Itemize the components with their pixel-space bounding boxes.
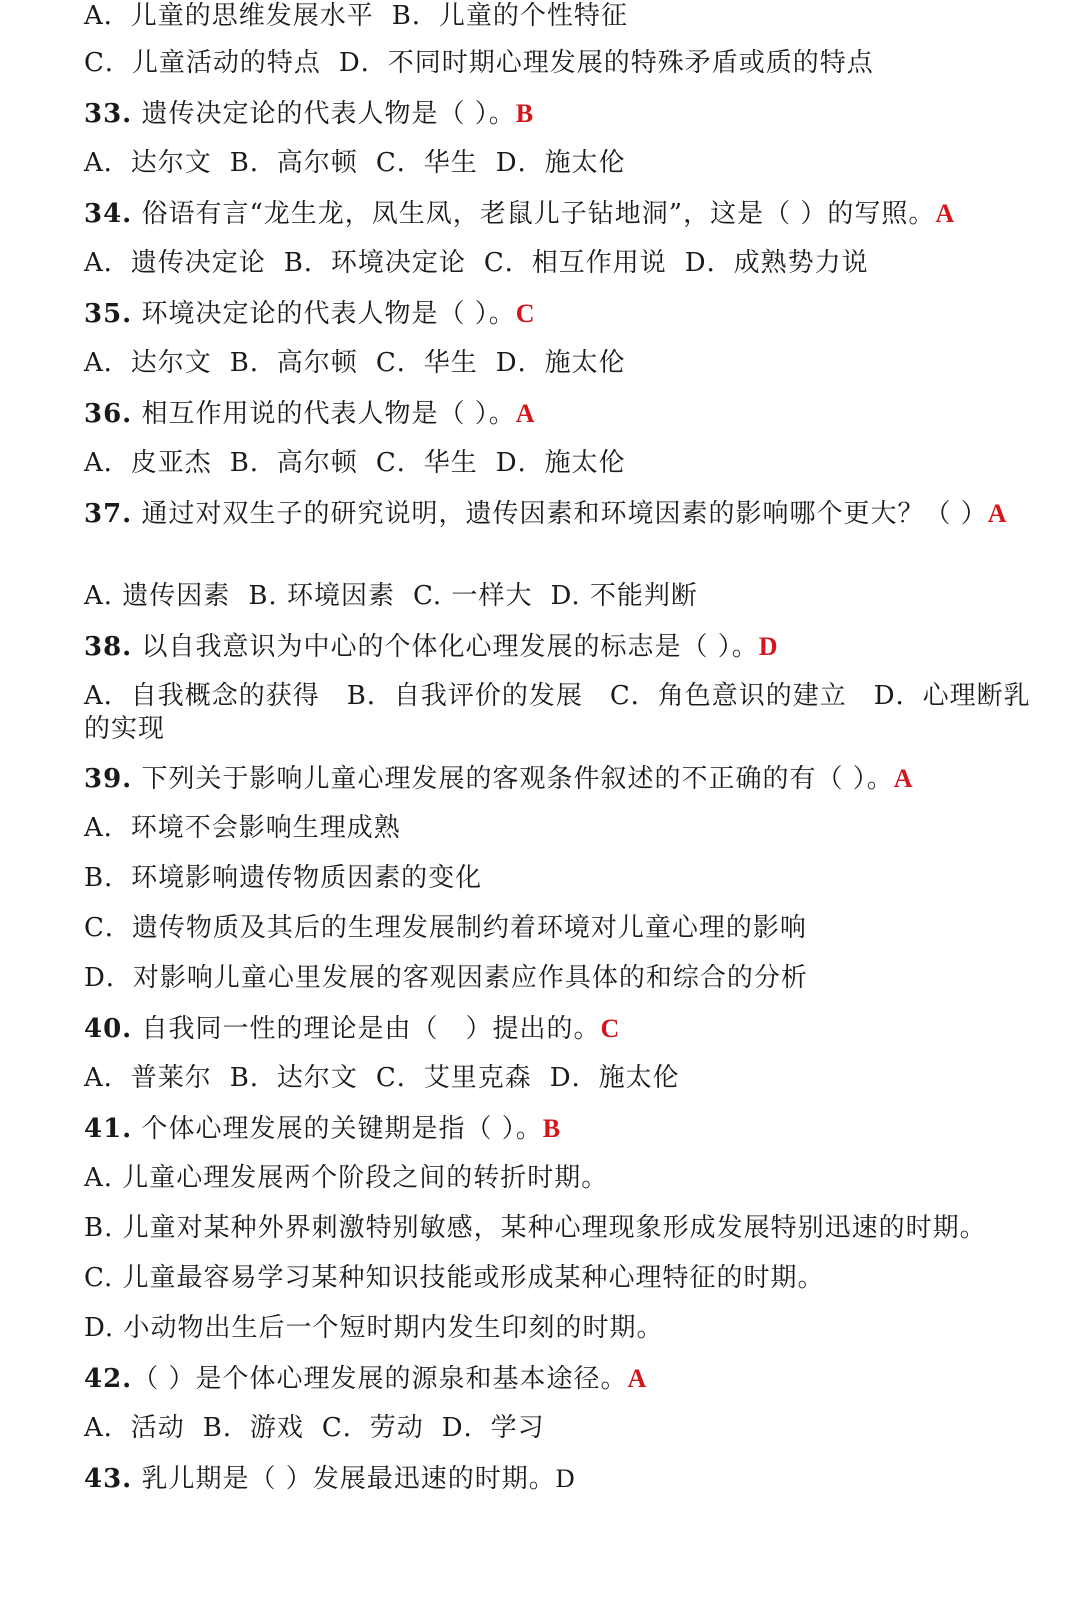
options-line (84, 1062, 1040, 1095)
option-line (84, 1212, 1040, 1245)
question-number: 35. (84, 299, 133, 329)
option-item: A. 遗传因素 (84, 581, 231, 611)
question-number: 38. (84, 632, 133, 662)
option-item: A．儿童的思维发展水平 (84, 1, 374, 31)
option-text: D. 小动物出生后一个短时期内发生印刻的时期。 (84, 1313, 664, 1343)
option-line (84, 1262, 1040, 1295)
question-line (84, 497, 1040, 531)
question-number: 41. (84, 1114, 133, 1144)
option-text: B．环境影响遗传物质因素的变化 (84, 863, 483, 893)
options-line (84, 347, 1040, 380)
question-text: 遗传决定论的代表人物是（ ）。 (132, 99, 516, 129)
option-item: D. 不能判断 (550, 581, 698, 611)
option-item: C．华生 (375, 448, 478, 478)
answer-key: A (893, 764, 914, 793)
option-item: A．达尔文 (84, 148, 212, 178)
question-line (84, 397, 1040, 431)
option-line (84, 862, 1040, 895)
option-item: C．劳动 (321, 1413, 424, 1443)
question-line (84, 297, 1040, 331)
option-item: D．成熟势力说 (684, 248, 869, 278)
option-item: B．游戏 (202, 1413, 304, 1443)
option-item: A．遗传决定论 (84, 248, 266, 278)
question-line (84, 197, 1040, 231)
options-line (84, 580, 1040, 613)
question-line (84, 97, 1040, 131)
answer-key: C (515, 299, 536, 328)
options-line (84, 147, 1040, 180)
answer-key: D (555, 1464, 576, 1493)
question-text: 通过对双生子的研究说明，遗传因素和环境因素的影响哪个更大？（ ） (132, 499, 988, 529)
option-item: D．施太伦 (549, 1063, 680, 1093)
option-item: D．学习 (441, 1413, 545, 1443)
option-line (84, 1312, 1040, 1345)
question-line (84, 1462, 1040, 1496)
question-text: 乳儿期是（ ）发展最迅速的时期。 (132, 1464, 556, 1494)
option-item: D．施太伦 (495, 448, 626, 478)
options-line (84, 447, 1040, 480)
option-item: B．高尔顿 (229, 448, 358, 478)
question-text: 下列关于影响儿童心理发展的客观条件叙述的不正确的有（ ）。 (132, 764, 894, 794)
question-number: 37. (84, 499, 133, 529)
option-text: A. 儿童心理发展两个阶段之间的转折时期。 (84, 1163, 609, 1193)
option-item: C．华生 (375, 348, 478, 378)
question-text: 自我同一性的理论是由（ ）提出的。 (132, 1014, 601, 1044)
question-line (84, 630, 1040, 664)
option-item: A．活动 (84, 1413, 185, 1443)
question-number: 42. (84, 1364, 133, 1394)
question-text: 俗语有言“龙生龙，凤生凤，老鼠儿子钻地洞”，这是（ ）的写照。 (132, 199, 936, 229)
answer-key: A (935, 199, 956, 228)
option-text: C. 儿童最容易学习某种知识技能或形成某种心理特征的时期。 (84, 1263, 825, 1293)
option-item: B．高尔顿 (229, 148, 358, 178)
answer-key: D (758, 632, 779, 661)
option-line (84, 912, 1040, 945)
option-item: D．施太伦 (495, 348, 626, 378)
option-item: B．达尔文 (229, 1063, 358, 1093)
question-line (84, 1362, 1040, 1396)
question-text: 以自我意识为中心的个体化心理发展的标志是（ ）。 (132, 632, 759, 662)
option-item: D．施太伦 (495, 148, 626, 178)
question-line (84, 1012, 1040, 1046)
question-text: 个体心理发展的关键期是指（ ）。 (132, 1114, 543, 1144)
question-text: （ ）是个体心理发展的源泉和基本途径。 (132, 1364, 628, 1394)
option-line (84, 962, 1040, 995)
option-item: A．达尔文 (84, 348, 212, 378)
question-number: 43. (84, 1464, 133, 1494)
option-item: B. 环境因素 (248, 581, 395, 611)
options-line (84, 1412, 1040, 1445)
option-item: C．相互作用说 (483, 248, 667, 278)
option-text: B. 儿童对某种外界刺激特别敏感，某种心理现象形成发展特别迅速的时期。 (84, 1213, 987, 1243)
answer-key: B (542, 1114, 562, 1143)
option-item: C．华生 (375, 148, 478, 178)
answer-key: A (627, 1364, 648, 1393)
option-item: A．普莱尔 (84, 1063, 212, 1093)
answer-key: C (600, 1014, 621, 1043)
option-line (84, 680, 1040, 746)
option-text: A．环境不会影响生理成熟 (84, 813, 401, 843)
option-text: D．对影响儿童心里发展的客观因素应作具体的和综合的分析 (84, 963, 808, 993)
question-number: 34. (84, 199, 133, 229)
question-number: 33. (84, 99, 133, 129)
option-item: B．高尔顿 (229, 348, 358, 378)
question-text: 环境决定论的代表人物是（ ）。 (132, 299, 516, 329)
question-text: 相互作用说的代表人物是（ ）。 (132, 399, 516, 429)
option-item: C. 一样大 (412, 581, 533, 611)
option-item: D．不同时期心理发展的特殊矛盾或质的特点 (338, 48, 874, 78)
question-line (84, 1112, 1040, 1146)
question-number: 39. (84, 764, 133, 794)
option-text: C．遗传物质及其后的生理发展制约着环境对儿童心理的影响 (84, 913, 807, 943)
question-line (84, 762, 1040, 796)
question-number: 40. (84, 1014, 133, 1044)
answer-key: A (515, 399, 536, 428)
options-line (84, 47, 1040, 80)
answer-key: A (987, 499, 1008, 528)
option-item: B．儿童的个性特征 (391, 1, 628, 31)
option-item: C．儿童活动的特点 (84, 48, 321, 78)
option-text: A．自我概念的获得 B．自我评价的发展 C．角色意识的建立 D．心理断乳的实现 (84, 681, 1031, 744)
options-line (84, 247, 1040, 280)
option-item: B．环境决定论 (283, 248, 466, 278)
option-item: A．皮亚杰 (84, 448, 212, 478)
option-item: C．艾里克森 (375, 1063, 532, 1093)
options-line (84, 0, 1040, 33)
answer-key: B (515, 99, 535, 128)
question-number: 36. (84, 399, 133, 429)
option-line (84, 812, 1040, 845)
option-line (84, 1162, 1040, 1195)
